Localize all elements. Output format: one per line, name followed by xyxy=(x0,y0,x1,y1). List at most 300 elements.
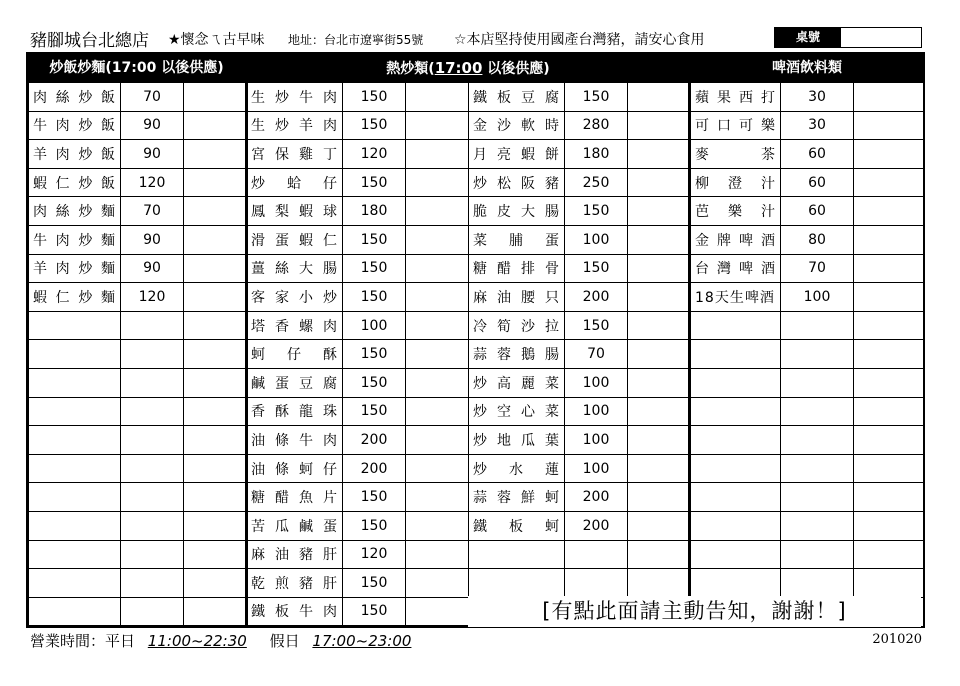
dish-price: 100 xyxy=(565,225,628,254)
dish-price: 90 xyxy=(121,140,184,169)
menu-row xyxy=(29,397,247,426)
quantity-cell[interactable] xyxy=(406,168,469,197)
dish-price: 70 xyxy=(121,83,184,112)
dish-name xyxy=(691,540,781,569)
dish-price xyxy=(565,569,628,598)
quantity-cell[interactable] xyxy=(406,511,469,540)
dish-price: 150 xyxy=(343,397,406,426)
dish-price: 120 xyxy=(121,168,184,197)
menu-row xyxy=(691,311,924,340)
dish-price: 150 xyxy=(343,83,406,112)
menu-row xyxy=(247,197,469,226)
quantity-cell[interactable] xyxy=(854,311,924,340)
menu-row xyxy=(691,340,924,369)
weekday-hours: 11:00~22:30 xyxy=(147,632,247,650)
dish-price xyxy=(121,540,184,569)
dish-price xyxy=(121,368,184,397)
dish-name xyxy=(29,454,121,483)
quantity-cell[interactable] xyxy=(184,83,247,112)
quantity-cell[interactable] xyxy=(628,83,691,112)
quantity-cell[interactable] xyxy=(854,569,924,598)
dish-price xyxy=(781,311,854,340)
menu-row xyxy=(469,540,691,569)
menu-row xyxy=(247,311,469,340)
dish-name xyxy=(691,569,781,598)
dish-price: 60 xyxy=(781,197,854,226)
dish-name: 油條蚵仔 xyxy=(247,454,343,483)
menu-row xyxy=(469,397,691,426)
dish-name: 可口可樂 xyxy=(691,111,781,140)
dish-name: 蘋果西打 xyxy=(691,83,781,112)
dish-name xyxy=(691,368,781,397)
dish-price xyxy=(781,511,854,540)
dish-name xyxy=(469,540,565,569)
dish-price: 280 xyxy=(565,111,628,140)
menu-row xyxy=(469,83,691,112)
dish-name: 薑絲大腸 xyxy=(247,254,343,283)
dish-name xyxy=(691,426,781,455)
dish-price xyxy=(121,454,184,483)
menu-row xyxy=(691,254,924,283)
dish-price: 150 xyxy=(343,569,406,598)
menu-row xyxy=(29,454,247,483)
dish-name: 生炒羊肉 xyxy=(247,111,343,140)
dish-price: 150 xyxy=(565,197,628,226)
footer-note: [有點此面請主動告知，謝謝！] xyxy=(468,596,921,627)
dish-price: 200 xyxy=(565,483,628,512)
quantity-cell[interactable] xyxy=(854,140,924,169)
menu-row xyxy=(469,225,691,254)
dish-name: 生炒牛肉 xyxy=(247,83,343,112)
dish-name: 鐵板牛肉 xyxy=(247,597,343,626)
dish-name: 羊肉炒飯 xyxy=(29,140,121,169)
dish-price: 150 xyxy=(343,254,406,283)
menu-row xyxy=(29,340,247,369)
quantity-cell[interactable] xyxy=(628,340,691,369)
quantity-cell[interactable] xyxy=(854,83,924,112)
menu-row xyxy=(29,569,247,598)
quantity-cell[interactable] xyxy=(406,311,469,340)
dish-name: 金沙軟時 xyxy=(469,111,565,140)
dish-price xyxy=(121,340,184,369)
menu-row xyxy=(29,283,247,312)
dish-name xyxy=(29,368,121,397)
dish-name: 苦瓜鹹蛋 xyxy=(247,511,343,540)
menu-row xyxy=(469,311,691,340)
dish-price: 30 xyxy=(781,83,854,112)
quantity-cell[interactable] xyxy=(854,426,924,455)
dish-price: 100 xyxy=(565,426,628,455)
dish-name: 香酥龍珠 xyxy=(247,397,343,426)
dish-name: 炒松阪豬 xyxy=(469,168,565,197)
table-number-label: 桌號 xyxy=(775,28,841,47)
dish-price: 120 xyxy=(343,540,406,569)
dish-price xyxy=(781,569,854,598)
quantity-cell[interactable] xyxy=(406,340,469,369)
quantity-cell[interactable] xyxy=(184,569,247,598)
menu-row xyxy=(691,569,924,598)
dish-price: 90 xyxy=(121,225,184,254)
dish-name xyxy=(29,340,121,369)
quantity-cell[interactable] xyxy=(184,483,247,512)
quantity-cell[interactable] xyxy=(628,140,691,169)
dish-price: 90 xyxy=(121,254,184,283)
rice-noodles-table xyxy=(28,82,247,626)
dish-name: 鐵 板 蚵 xyxy=(469,511,565,540)
quantity-cell[interactable] xyxy=(406,197,469,226)
dish-name: 月亮蝦餅 xyxy=(469,140,565,169)
section-drinks-header: 啤酒飲料類 xyxy=(691,54,923,82)
quantity-cell[interactable] xyxy=(184,111,247,140)
quantity-cell[interactable] xyxy=(406,83,469,112)
dish-price xyxy=(121,569,184,598)
dish-name: 金牌啤酒 xyxy=(691,225,781,254)
quantity-cell[interactable] xyxy=(406,597,469,626)
quantity-cell[interactable] xyxy=(406,283,469,312)
dish-name: 糖醋排骨 xyxy=(469,254,565,283)
quantity-cell[interactable] xyxy=(406,483,469,512)
dish-price: 150 xyxy=(343,340,406,369)
dish-name: 炒地瓜葉 xyxy=(469,426,565,455)
dish-name xyxy=(29,426,121,455)
menu-row xyxy=(29,483,247,512)
menu-row xyxy=(469,483,691,512)
quantity-cell[interactable] xyxy=(184,197,247,226)
menu-row xyxy=(247,540,469,569)
menu-row xyxy=(469,426,691,455)
menu-row xyxy=(691,540,924,569)
dish-name: 蚵 仔 酥 xyxy=(247,340,343,369)
quantity-cell[interactable] xyxy=(854,483,924,512)
menu-row xyxy=(691,197,924,226)
quantity-cell[interactable] xyxy=(406,569,469,598)
menu-row xyxy=(247,569,469,598)
dish-price xyxy=(781,368,854,397)
dish-name: 炒高麗菜 xyxy=(469,368,565,397)
dish-name: 麥 茶 xyxy=(691,140,781,169)
menu-row xyxy=(29,597,247,626)
quantity-cell[interactable] xyxy=(854,254,924,283)
menu-row xyxy=(469,368,691,397)
dish-price: 100 xyxy=(565,454,628,483)
quantity-cell[interactable] xyxy=(628,283,691,312)
dish-name: 蝦仁炒麵 xyxy=(29,283,121,312)
dish-price: 70 xyxy=(565,340,628,369)
dish-name xyxy=(29,597,121,626)
quantity-cell[interactable] xyxy=(628,540,691,569)
quantity-cell[interactable] xyxy=(628,225,691,254)
menu-row xyxy=(469,283,691,312)
menu-row xyxy=(247,83,469,112)
quantity-cell[interactable] xyxy=(628,397,691,426)
column-divider xyxy=(688,54,691,626)
quantity-cell[interactable] xyxy=(854,168,924,197)
quantity-cell[interactable] xyxy=(406,140,469,169)
dish-name: 鳳梨蝦球 xyxy=(247,197,343,226)
dish-name: 羊肉炒麵 xyxy=(29,254,121,283)
menu-row xyxy=(691,111,924,140)
dish-name: 蒜蓉鮮蚵 xyxy=(469,483,565,512)
shop-name: 豬腳城台北總店 xyxy=(30,31,149,51)
quantity-cell[interactable] xyxy=(406,426,469,455)
menu-row xyxy=(29,311,247,340)
dish-name xyxy=(691,483,781,512)
dish-price xyxy=(121,597,184,626)
quantity-cell[interactable] xyxy=(184,225,247,254)
menu-row xyxy=(247,340,469,369)
dish-price: 60 xyxy=(781,140,854,169)
quantity-cell[interactable] xyxy=(406,540,469,569)
menu-row xyxy=(247,111,469,140)
quantity-cell[interactable] xyxy=(628,483,691,512)
dish-price: 90 xyxy=(121,111,184,140)
menu-row xyxy=(469,569,691,598)
dish-name xyxy=(469,569,565,598)
quantity-cell[interactable] xyxy=(628,254,691,283)
dish-name: 菜 脯 蛋 xyxy=(469,225,565,254)
menu-row xyxy=(469,511,691,540)
dish-name: 蝦仁炒飯 xyxy=(29,168,121,197)
dish-name xyxy=(691,454,781,483)
dish-name: 糖醋魚片 xyxy=(247,483,343,512)
menu-row xyxy=(29,254,247,283)
dish-price: 150 xyxy=(343,283,406,312)
dish-price: 150 xyxy=(343,111,406,140)
dish-name: 蒜蓉鵝腸 xyxy=(469,340,565,369)
quantity-cell[interactable] xyxy=(184,311,247,340)
quantity-cell[interactable] xyxy=(184,368,247,397)
quantity-cell[interactable] xyxy=(628,111,691,140)
business-hours xyxy=(30,630,429,651)
dish-price xyxy=(121,483,184,512)
dish-name: 牛肉炒麵 xyxy=(29,225,121,254)
quantity-cell[interactable] xyxy=(406,254,469,283)
dish-price: 200 xyxy=(343,426,406,455)
dish-price: 200 xyxy=(343,454,406,483)
quantity-cell[interactable] xyxy=(854,197,924,226)
section-stir-fry-header xyxy=(248,54,688,82)
dish-price: 100 xyxy=(565,368,628,397)
dish-name: 客家小炒 xyxy=(247,283,343,312)
menu-row xyxy=(29,197,247,226)
quantity-cell[interactable] xyxy=(406,368,469,397)
dish-name: 滑蛋蝦仁 xyxy=(247,225,343,254)
quantity-cell[interactable] xyxy=(406,111,469,140)
menu-row xyxy=(691,454,924,483)
document-code: 201020 xyxy=(872,632,922,647)
quantity-cell[interactable] xyxy=(184,426,247,455)
quantity-cell[interactable] xyxy=(184,254,247,283)
dish-name: 冷筍沙拉 xyxy=(469,311,565,340)
dish-price: 100 xyxy=(343,311,406,340)
menu-row xyxy=(247,368,469,397)
menu-row xyxy=(469,111,691,140)
stir-fry-prefix: 熱炒類( xyxy=(386,61,435,77)
quantity-cell[interactable] xyxy=(854,511,924,540)
menu-row xyxy=(691,140,924,169)
menu-row xyxy=(29,368,247,397)
dish-price: 200 xyxy=(565,283,628,312)
dish-price xyxy=(121,511,184,540)
menu-row xyxy=(29,83,247,112)
dish-price: 250 xyxy=(565,168,628,197)
stir-fry-table-a xyxy=(246,82,469,626)
dish-price: 150 xyxy=(565,83,628,112)
dish-price: 150 xyxy=(565,254,628,283)
quantity-cell[interactable] xyxy=(628,368,691,397)
drinks-table xyxy=(690,82,924,598)
quantity-cell[interactable] xyxy=(184,540,247,569)
quantity-cell[interactable] xyxy=(628,426,691,455)
menu-row xyxy=(469,140,691,169)
quantity-cell[interactable] xyxy=(628,311,691,340)
menu-row xyxy=(469,197,691,226)
dish-name xyxy=(29,483,121,512)
menu-row xyxy=(469,254,691,283)
dish-name: 肉絲炒飯 xyxy=(29,83,121,112)
dish-price: 120 xyxy=(343,140,406,169)
menu-row xyxy=(691,368,924,397)
quantity-cell[interactable] xyxy=(854,454,924,483)
quantity-cell[interactable] xyxy=(184,511,247,540)
dish-name xyxy=(29,311,121,340)
dish-price: 150 xyxy=(343,483,406,512)
pork-notice: ☆本店堅持使用國產台灣豬，請安心食用 xyxy=(454,32,705,48)
dish-name: 炒 水 蓮 xyxy=(469,454,565,483)
quantity-cell[interactable] xyxy=(628,197,691,226)
menu-row xyxy=(691,168,924,197)
dish-name: 塔香螺肉 xyxy=(247,311,343,340)
dish-name xyxy=(691,340,781,369)
dish-price: 150 xyxy=(343,225,406,254)
table-number-field[interactable] xyxy=(774,27,922,48)
menu-row xyxy=(29,426,247,455)
quantity-cell[interactable] xyxy=(854,225,924,254)
quantity-cell[interactable] xyxy=(184,168,247,197)
stir-fry-suffix: 以後供應) xyxy=(482,61,550,77)
menu-row xyxy=(691,426,924,455)
menu-row xyxy=(247,168,469,197)
dish-name: 麻油腰只 xyxy=(469,283,565,312)
menu-row xyxy=(691,483,924,512)
dish-name: 乾煎豬肝 xyxy=(247,569,343,598)
dish-price: 150 xyxy=(343,168,406,197)
menu-row xyxy=(29,140,247,169)
dish-name: 宮保雞丁 xyxy=(247,140,343,169)
dish-name xyxy=(691,511,781,540)
quantity-cell[interactable] xyxy=(184,340,247,369)
dish-price xyxy=(121,397,184,426)
holiday-label: 假日 xyxy=(269,632,300,650)
quantity-cell[interactable] xyxy=(628,168,691,197)
quantity-cell[interactable] xyxy=(184,140,247,169)
dish-price xyxy=(781,454,854,483)
dish-price xyxy=(781,340,854,369)
quantity-cell[interactable] xyxy=(854,340,924,369)
dish-price: 150 xyxy=(343,511,406,540)
dish-price: 180 xyxy=(343,197,406,226)
dish-name: 麻油豬肝 xyxy=(247,540,343,569)
dish-price xyxy=(781,540,854,569)
hours-label: 營業時間：平日 xyxy=(30,632,136,650)
slogan: ★懷念ㄟ古早味 xyxy=(168,32,265,48)
dish-name: 牛肉炒飯 xyxy=(29,111,121,140)
menu-row xyxy=(469,340,691,369)
quantity-cell[interactable] xyxy=(184,283,247,312)
dish-price: 200 xyxy=(565,511,628,540)
quantity-cell[interactable] xyxy=(854,283,924,312)
header xyxy=(30,26,925,50)
address: 地址：台北市遼寧街55號 xyxy=(288,33,424,47)
quantity-cell[interactable] xyxy=(184,454,247,483)
menu-row xyxy=(691,511,924,540)
menu-row xyxy=(247,454,469,483)
dish-name: 炒空心菜 xyxy=(469,397,565,426)
quantity-cell[interactable] xyxy=(184,397,247,426)
dish-name xyxy=(691,311,781,340)
menu-row xyxy=(247,426,469,455)
menu-row xyxy=(247,283,469,312)
quantity-cell[interactable] xyxy=(854,540,924,569)
quantity-cell[interactable] xyxy=(406,225,469,254)
stir-fry-table-b xyxy=(468,82,691,598)
quantity-cell[interactable] xyxy=(854,397,924,426)
menu-row xyxy=(691,283,924,312)
menu-row xyxy=(247,483,469,512)
dish-price: 180 xyxy=(565,140,628,169)
dish-price xyxy=(121,311,184,340)
quantity-cell[interactable] xyxy=(184,597,247,626)
dish-name: 鹹蛋豆腐 xyxy=(247,368,343,397)
dish-price: 150 xyxy=(565,311,628,340)
menu-row xyxy=(247,511,469,540)
quantity-cell[interactable] xyxy=(854,368,924,397)
dish-price: 70 xyxy=(121,197,184,226)
dish-name xyxy=(29,540,121,569)
menu-row xyxy=(247,254,469,283)
dish-name: 油條牛肉 xyxy=(247,426,343,455)
quantity-cell[interactable] xyxy=(406,454,469,483)
dish-name: 台灣啤酒 xyxy=(691,254,781,283)
dish-name: 18天生啤酒 xyxy=(691,283,781,312)
dish-price: 60 xyxy=(781,168,854,197)
dish-price xyxy=(121,426,184,455)
dish-name: 柳 澄 汁 xyxy=(691,168,781,197)
dish-name xyxy=(29,511,121,540)
dish-price: 150 xyxy=(343,368,406,397)
dish-name: 芭 樂 汁 xyxy=(691,197,781,226)
dish-price xyxy=(781,483,854,512)
quantity-cell[interactable] xyxy=(628,511,691,540)
dish-name xyxy=(691,397,781,426)
quantity-cell[interactable] xyxy=(628,569,691,598)
quantity-cell[interactable] xyxy=(406,397,469,426)
quantity-cell[interactable] xyxy=(854,111,924,140)
dish-name: 脆皮大腸 xyxy=(469,197,565,226)
dish-name: 肉絲炒麵 xyxy=(29,197,121,226)
dish-name: 炒 蛤 仔 xyxy=(247,168,343,197)
menu-row xyxy=(29,111,247,140)
menu-row xyxy=(469,168,691,197)
dish-price: 120 xyxy=(121,283,184,312)
menu-row xyxy=(29,168,247,197)
column-divider xyxy=(245,54,248,626)
quantity-cell[interactable] xyxy=(628,454,691,483)
stir-fry-time: 17:00 xyxy=(434,59,483,77)
dish-price: 80 xyxy=(781,225,854,254)
section-rice-noodles-header: 炒飯炒麵(17:00 以後供應) xyxy=(28,54,245,82)
menu-row xyxy=(29,225,247,254)
